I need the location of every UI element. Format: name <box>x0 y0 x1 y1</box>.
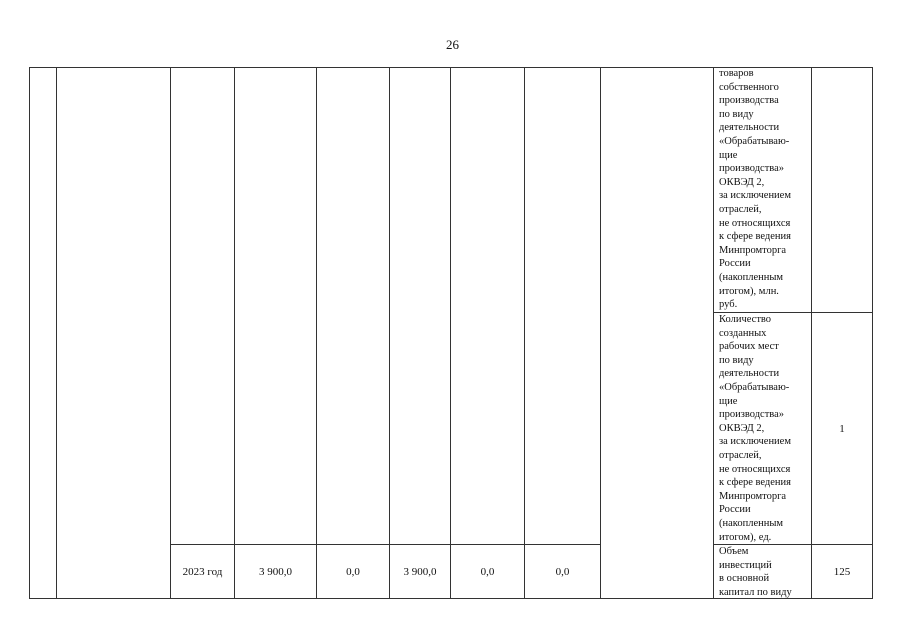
page-number: 26 <box>446 37 459 52</box>
value-cell: 3 900,0 <box>403 566 437 578</box>
column-divider <box>234 67 235 599</box>
column-divider <box>600 67 601 599</box>
column-divider <box>56 67 57 599</box>
table <box>29 67 873 599</box>
value-cell: 0,0 <box>480 566 495 578</box>
column-divider <box>872 67 873 599</box>
column-divider <box>713 67 714 599</box>
column-divider <box>450 67 451 599</box>
column-divider <box>811 67 812 599</box>
column-divider <box>29 67 30 599</box>
indicator-text: Объем инвестиций в основной капитал по виду <box>719 546 792 598</box>
year-cell: 2023 год <box>182 566 223 578</box>
year-row-divider <box>170 544 601 545</box>
value-cell: 0,0 <box>346 566 360 578</box>
value-cell: 0,0 <box>555 566 570 578</box>
column-divider <box>316 67 317 599</box>
column-divider <box>389 67 390 599</box>
indicator-text: Количество созданных рабочих мест по виду деятельности «Обрабатываю- щие производства» ОКВЭД 2, за исключением отраслей, не относящихся к сфере ведения Минпромторга России (накопленным итогом), ед. <box>719 314 792 543</box>
column-divider <box>170 67 171 599</box>
column-divider <box>524 67 525 599</box>
indicator-value: 125 <box>833 566 851 578</box>
value-cell: 3 900,0 <box>259 566 292 578</box>
indicator-value: 1 <box>839 423 845 435</box>
indicator-text: товаров собственного производства по виду деятельности «Обрабатываю- щие производства» ОКВЭД 2, за исключением отраслей, не относящихся к сфере ведения Минпромторга России (накопленным итогом), млн. руб. <box>719 68 792 311</box>
